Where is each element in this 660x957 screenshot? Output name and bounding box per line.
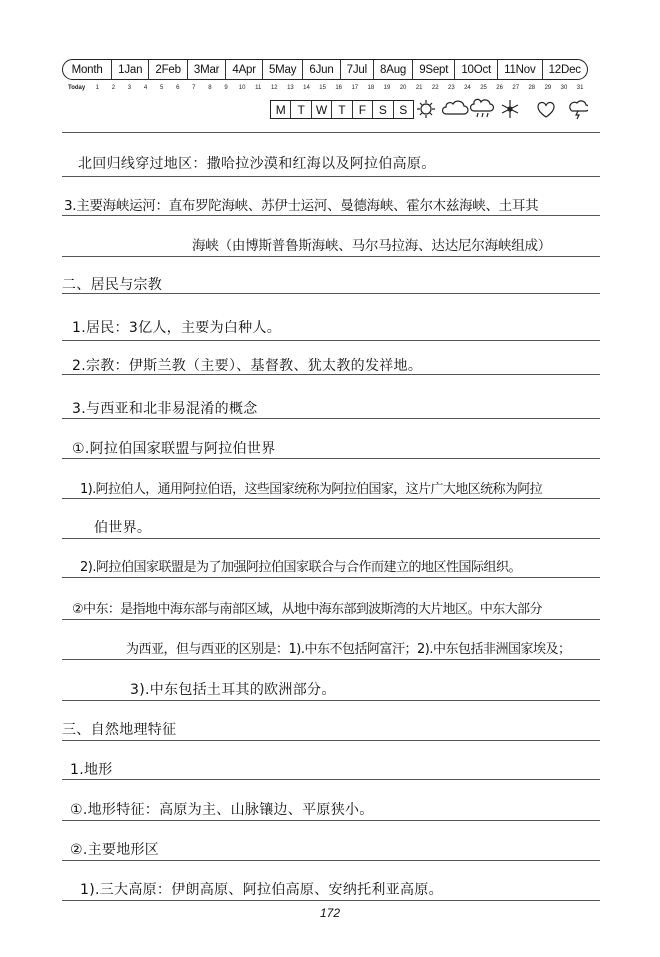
- snowflake-icon: [502, 100, 518, 118]
- note-line: 3.与西亚和北非易混淆的概念: [72, 401, 258, 417]
- month-feb: 2Feb: [148, 60, 187, 79]
- note-line: ①.阿拉伯国家联盟与阿拉伯世界: [72, 441, 276, 457]
- day-number: 26: [496, 85, 503, 91]
- ruled-line: [62, 538, 600, 539]
- ruled-line: [62, 215, 600, 216]
- note-line: 为西亚，但与西亚的区别是：1).中东不包括阿富汗；2).中东包括非洲国家埃及；: [126, 642, 571, 657]
- weekday-wed: W: [311, 101, 331, 118]
- ruled-line: [62, 458, 600, 459]
- note-line: 伯世界。: [94, 520, 152, 536]
- page-number: 172: [319, 906, 341, 920]
- day-number: 31: [576, 85, 584, 91]
- ruled-line: [62, 418, 600, 419]
- day-number: 14: [303, 85, 310, 91]
- ruled-line: [62, 700, 600, 701]
- note-line: 2.宗教：伊斯兰教（主要）、基督教、犹太教的发祥地。: [72, 358, 423, 374]
- weekday-mon: M: [275, 102, 286, 117]
- ruled-line: [62, 498, 600, 499]
- day-number: 28: [528, 85, 536, 91]
- note-line: 2).阿拉伯国家联盟是为了加强阿拉伯国家联合与合作而建立的地区性国际组织。: [80, 560, 521, 575]
- month-aug: 8Aug: [373, 60, 412, 79]
- day-number: 10: [238, 85, 246, 91]
- note-line: 1.居民：3亿人，主要为白种人。: [72, 320, 282, 336]
- weekday-fri: F: [352, 101, 372, 118]
- weekday-tue: T: [290, 101, 310, 118]
- ruled-line: [62, 256, 600, 257]
- month-jan: 1Jan: [111, 60, 148, 79]
- today-label: Today: [68, 85, 86, 91]
- day-number: 13: [287, 85, 294, 91]
- day-number: 15: [319, 85, 326, 91]
- day-number: 5: [159, 85, 164, 91]
- note-line: ②.主要地形区: [70, 842, 160, 858]
- note-line: 1).阿拉伯人，通用阿拉伯语，这些国家统称为阿拉伯国家，这片广大地区统称为阿拉: [80, 482, 543, 497]
- sun-icon: [417, 100, 435, 118]
- day-number: 23: [448, 85, 455, 91]
- day-number: 4: [143, 85, 148, 91]
- ruled-line: [62, 176, 600, 177]
- day-number: 3: [127, 85, 132, 91]
- note-line: 3).中东包括土耳其的欧洲部分。: [130, 682, 336, 698]
- day-number: 24: [464, 85, 471, 91]
- ruled-line: [62, 659, 600, 660]
- day-number: 8: [208, 85, 212, 91]
- heart-icon: [538, 102, 554, 117]
- day-number: 19: [383, 85, 391, 91]
- weekday-sat: S: [372, 101, 392, 118]
- weekday-boxes: [270, 100, 414, 119]
- ruled-line: [62, 820, 600, 821]
- day-number: 29: [544, 85, 552, 91]
- ruled-line: [62, 860, 600, 861]
- day-number: 7: [192, 85, 196, 91]
- day-number: 18: [367, 85, 375, 91]
- ruled-line: [62, 740, 600, 741]
- month-oct: 10Oct: [454, 60, 497, 79]
- lightning-icon: [570, 101, 588, 119]
- note-line: 3.主要海峡运河：直布罗陀海峡、苏伊士运河、曼德海峡、霍尔木兹海峡、土耳其: [64, 198, 539, 214]
- day-number: 11: [255, 85, 262, 91]
- day-number: 9: [224, 85, 228, 91]
- note-line: 1).三大高原：伊朗高原、阿拉伯高原、安纳托利亚高原。: [80, 882, 443, 898]
- day-number: 12: [270, 85, 278, 91]
- ruled-line: [62, 132, 600, 133]
- day-number: 22: [431, 85, 439, 91]
- month-may: 5May: [262, 60, 302, 79]
- day-number: 21: [415, 85, 423, 91]
- ruled-line: [62, 577, 600, 578]
- note-line: ①.地形特征：高原为主、山脉镶边、平原狭小。: [70, 802, 374, 818]
- day-number: 20: [399, 85, 407, 91]
- day-number: 30: [560, 85, 568, 91]
- cloud-icon: [443, 101, 469, 114]
- month-jul: 7Jul: [340, 60, 373, 79]
- today-day-row: [68, 83, 588, 93]
- day-number: 6: [176, 85, 180, 91]
- month-jun: 6Jun: [302, 60, 339, 79]
- month-nov: 11Nov: [497, 60, 541, 79]
- day-number: 16: [335, 85, 343, 91]
- weekday-thu: T: [331, 101, 351, 118]
- month-dec: 12Dec: [542, 60, 587, 79]
- mood-icons: [412, 98, 588, 120]
- month-mar: 3Mar: [187, 60, 226, 79]
- day-number: 17: [351, 85, 359, 91]
- note-line: 1.地形: [70, 762, 113, 778]
- month-tabs: [62, 59, 588, 80]
- rain-icon: [471, 99, 494, 117]
- month-apr: 4Apr: [225, 60, 262, 79]
- note-line: 海峡（由博斯普鲁斯海峡、马尔马拉海、达达尼尔海峡组成）: [192, 238, 552, 254]
- note-line: ②中东：是指地中海东部与南部区域，从地中海东部到波斯湾的大片地区。中东大部分: [72, 602, 542, 617]
- day-number: 27: [512, 85, 520, 91]
- month-label: Month: [71, 63, 103, 76]
- day-number: 25: [480, 85, 487, 91]
- ruled-line: [62, 340, 600, 341]
- section-heading: 二、居民与宗教: [62, 277, 163, 293]
- ruled-line: [62, 900, 600, 901]
- ruled-line: [62, 619, 600, 620]
- note-line: 北回归线穿过地区：撒哈拉沙漠和红海以及阿拉伯高原。: [78, 156, 436, 172]
- ruled-line: [62, 779, 600, 780]
- month-sept: 9Sept: [412, 60, 454, 79]
- day-number: 1: [95, 85, 99, 91]
- day-number: 2: [111, 85, 116, 91]
- section-heading: 三、自然地理特征: [62, 722, 177, 738]
- weekday-sun: S: [393, 101, 413, 118]
